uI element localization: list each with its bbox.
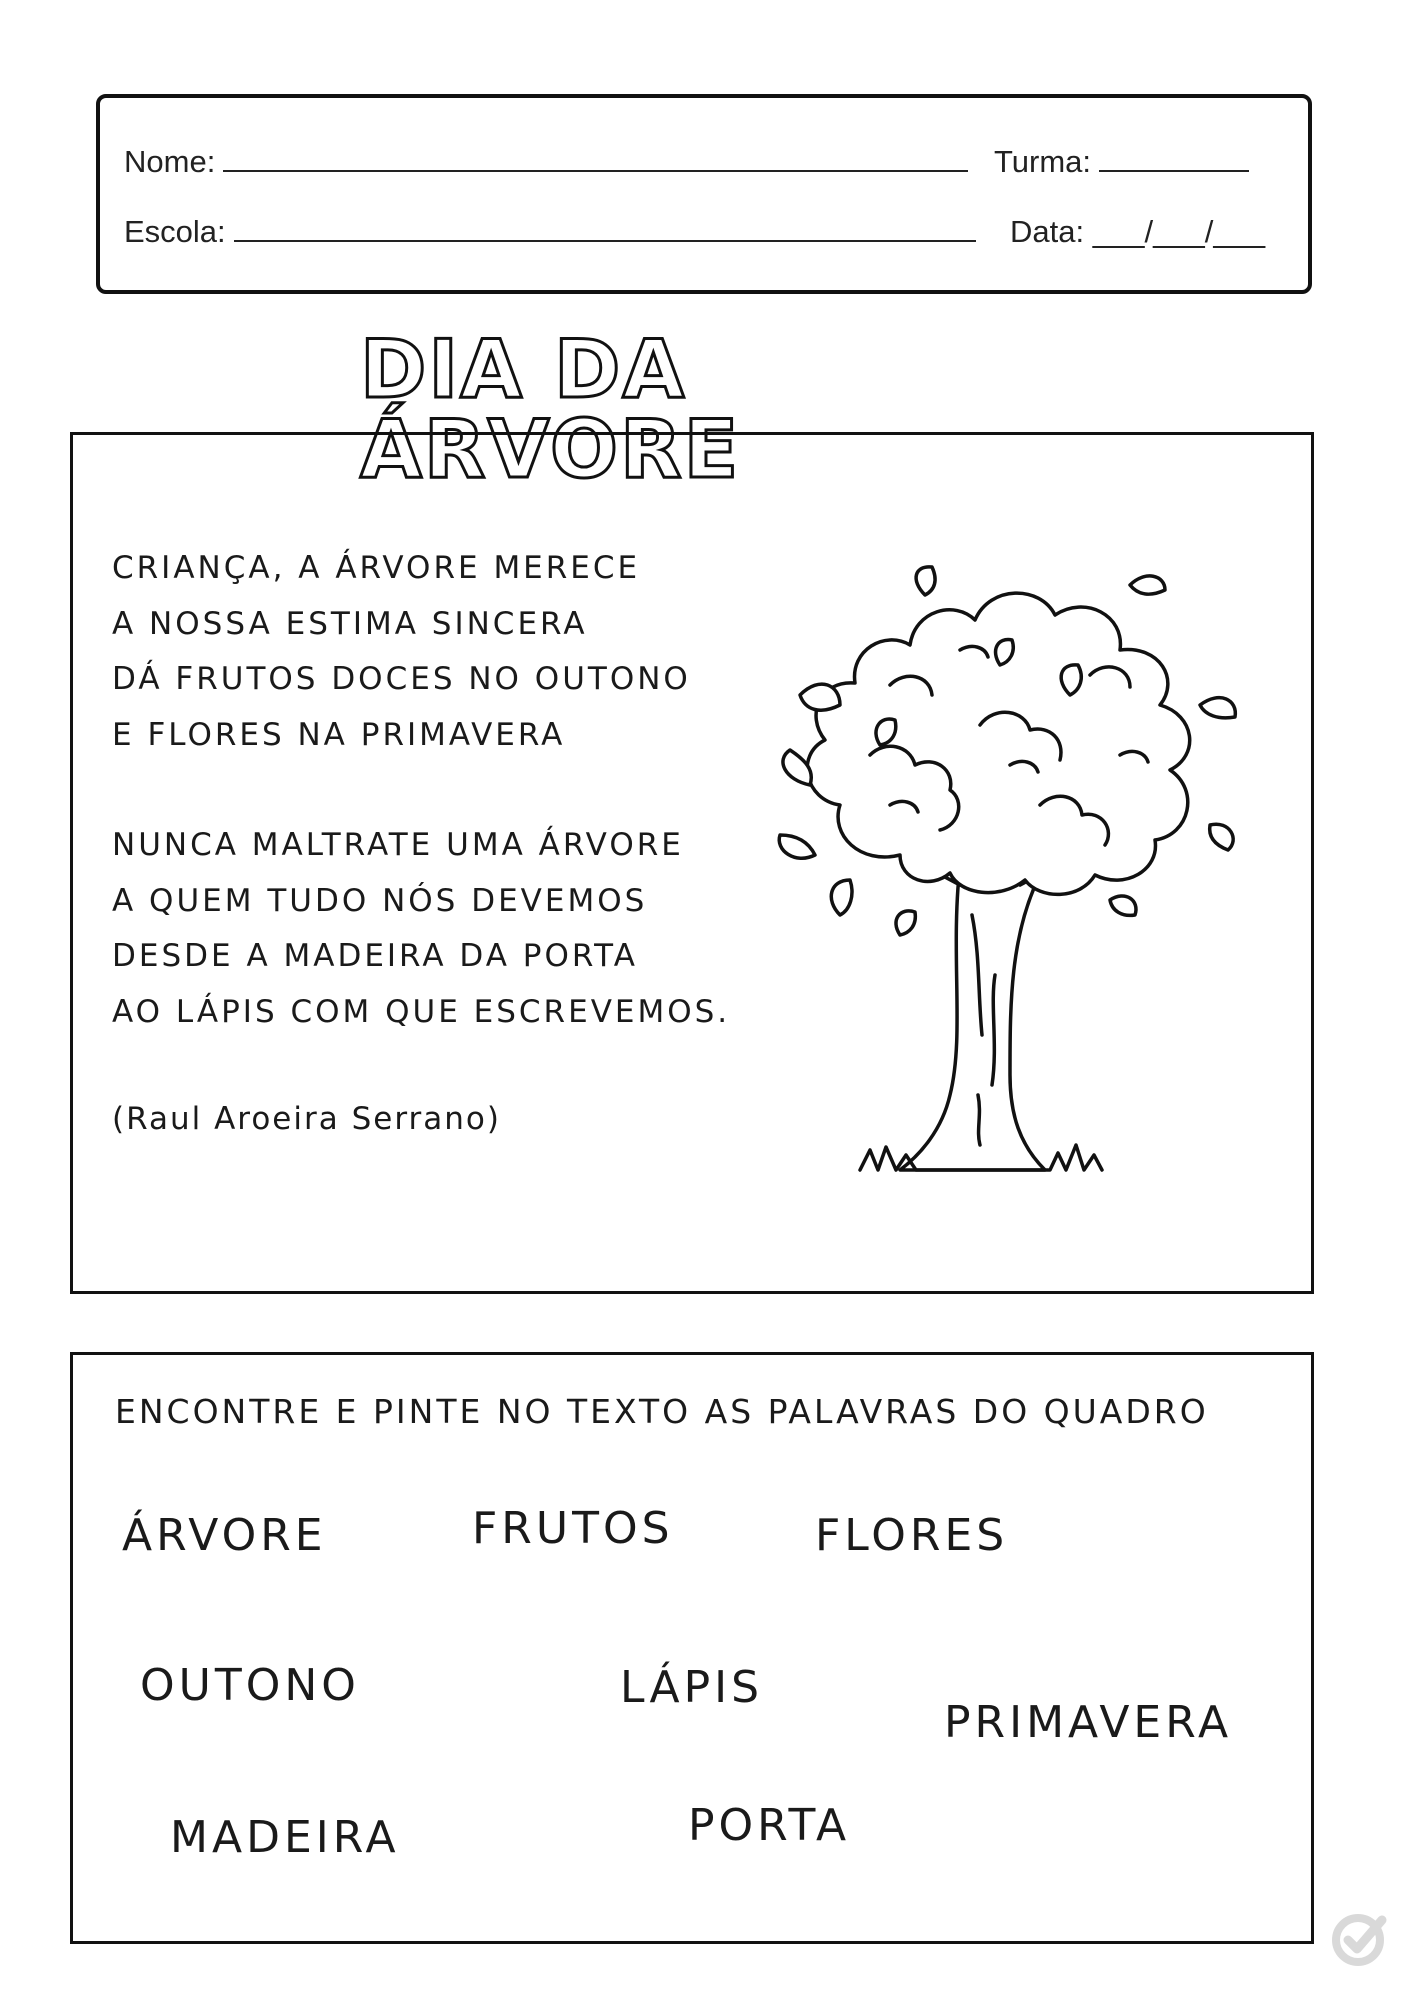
- class-label: Turma:: [994, 144, 1092, 179]
- word-item: MADEIRA: [170, 1812, 400, 1863]
- word-item: FLORES: [815, 1510, 1009, 1561]
- poem-line: NUNCA MALTRATE UMA ÁRVORE: [112, 827, 684, 863]
- name-label: Nome:: [124, 144, 216, 179]
- word-item: LÁPIS: [620, 1662, 764, 1713]
- date-blank[interactable]: ___/___/___: [1092, 214, 1266, 249]
- word-item: PRIMAVERA: [944, 1697, 1233, 1748]
- poem-line: DESDE A MADEIRA DA PORTA: [112, 938, 638, 974]
- tree-icon: [710, 555, 1280, 1215]
- poem-stanza-2: [112, 818, 730, 1040]
- class-field[interactable]: [994, 144, 1249, 180]
- poem-line: E FLORES NA PRIMAVERA: [112, 716, 566, 753]
- poem-line: DÁ FRUTOS DOCES NO OUTONO: [112, 661, 691, 697]
- school-blank-line[interactable]: [234, 214, 976, 242]
- school-field[interactable]: [124, 214, 976, 250]
- word-item: OUTONO: [140, 1660, 360, 1711]
- checkmark-logo-icon: [1330, 1908, 1390, 1968]
- class-blank-line[interactable]: [1099, 144, 1249, 172]
- student-info-box: [96, 94, 1312, 294]
- school-label: Escola:: [124, 214, 226, 249]
- word-item: ÁRVORE: [122, 1510, 327, 1561]
- poem-line: A NOSSA ESTIMA SINCERA: [112, 605, 588, 642]
- page-title: DIA DA ÁRVORE: [360, 323, 741, 496]
- word-item: FRUTOS: [472, 1503, 674, 1554]
- date-label: Data:: [1010, 214, 1085, 249]
- poem-author: (Raul Aroeira Serrano): [112, 1101, 501, 1137]
- date-field[interactable]: [1010, 214, 1265, 250]
- name-field[interactable]: [124, 144, 968, 180]
- poem-stanza-1: [112, 541, 691, 763]
- poem-line: CRIANÇA, A ÁRVORE MERECE: [112, 550, 641, 586]
- word-item: PORTA: [688, 1800, 851, 1851]
- poem-line: A QUEM TUDO NÓS DEVEMOS: [112, 882, 648, 919]
- poem-line: AO LÁPIS COM QUE ESCREVEMOS.: [112, 993, 731, 1030]
- name-blank-line[interactable]: [223, 144, 968, 172]
- exercise-instruction: ENCONTRE E PINTE NO TEXTO AS PALAVRAS DO QUADRO: [115, 1392, 1209, 1431]
